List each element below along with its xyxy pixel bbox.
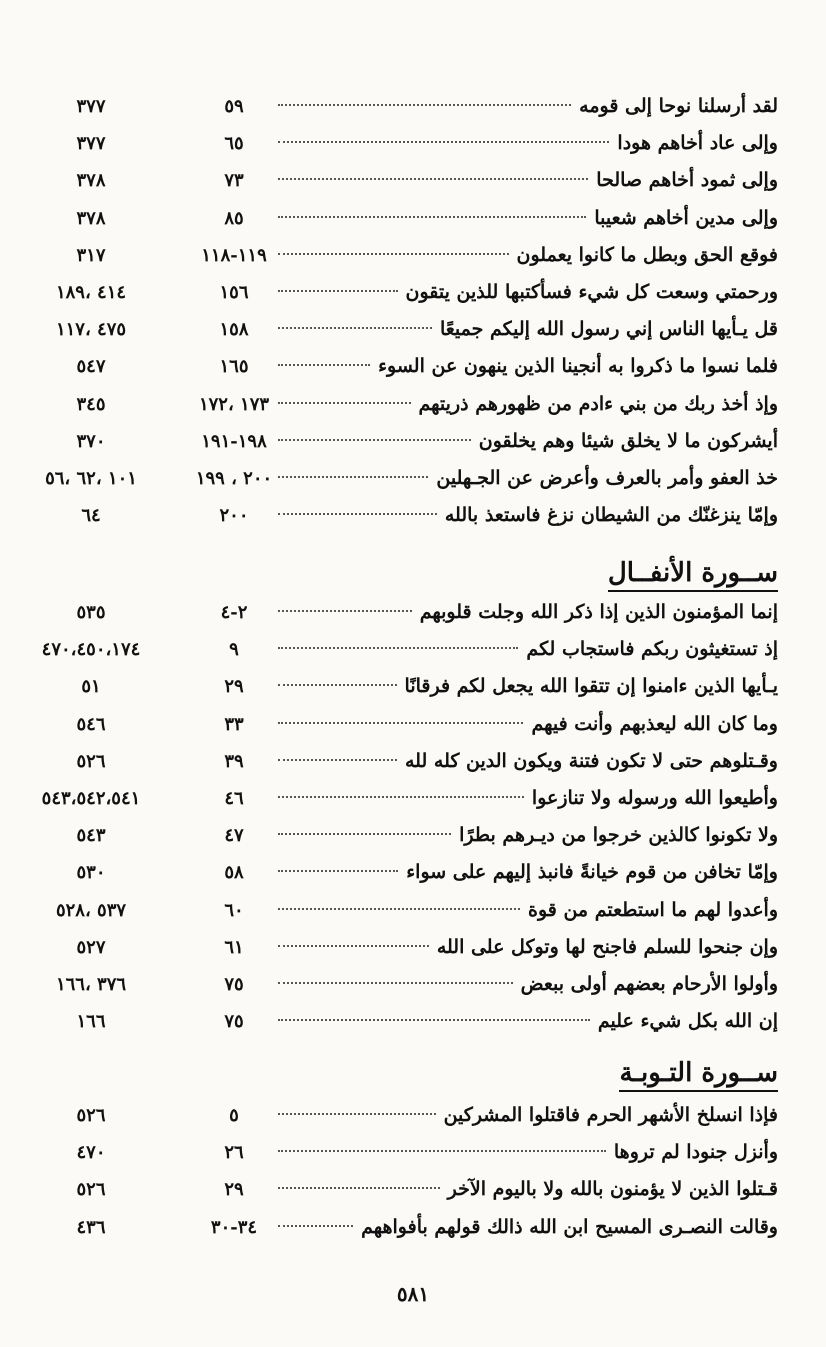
dot-leader [278,1150,606,1152]
verse-text: قـتلوا الذين لا يؤمنون بالله ولا باليوم الآخر [447,1178,778,1201]
dot-leader [278,104,571,106]
index-row [0,162,826,199]
index-row [0,706,826,743]
ayah-number: ٧٣ [224,170,244,192]
verse-entry [278,854,778,891]
verse-text: أيشركون ما لا يخلق شيئا وهم يخلقون [478,429,778,452]
verse-entry [278,892,778,929]
index-row [0,497,826,534]
page-references: ٤٧٠ [76,1142,106,1164]
ayah-number: ٦٠ [224,899,244,921]
verse-text: إن الله بكل شيء عليم [597,1010,778,1033]
verse-entry [278,311,778,348]
section-tawba [0,1097,826,1246]
page-references: ٤٣٦ [76,1216,106,1238]
page-references: ٥٢٦ [76,750,106,772]
verse-entry [278,497,778,534]
verse-text: وإمّا تخافن من قوم خيانةً فانبذ إليهم على سواء [406,861,778,884]
verse-entry [278,237,778,274]
dot-leader [278,945,429,947]
verse-entry [278,274,778,311]
ayah-number: ٩ [229,639,239,661]
ayah-number: ١٩٨-١٩١ [201,430,267,452]
ayah-number: ٧٥ [224,1011,244,1033]
verse-text: وما كان الله ليعذبهم وأنت فيهم [531,712,778,735]
index-row [0,386,826,423]
index-row [0,780,826,817]
verse-entry [278,594,778,631]
dot-leader [278,1019,590,1021]
page-number: ٥٨١ [396,1282,430,1306]
verse-entry [278,423,778,460]
ayah-number: ٢٦ [224,1142,244,1164]
verse-text: وإلى مدين أخاهم شعيبا [594,206,778,229]
verse-text: خذ العفو وأمر بالعرف وأعرض عن الجـهلين [436,466,778,489]
index-row [0,348,826,385]
verse-entry [278,348,778,385]
verse-entry [278,1171,778,1208]
verse-entry [278,1209,778,1246]
ayah-number: ٧٥ [224,973,244,995]
dot-leader [278,870,398,872]
page-references: ١٠١ ،٦٢ ،٥٦ [45,467,137,489]
dot-leader [278,1113,436,1115]
ayah-number: ٨٥ [224,207,244,229]
verse-entry [278,780,778,817]
verse-text: ولا تكونوا كالذين خرجوا من ديـرهم بطرًا [459,824,778,847]
dot-leader [278,722,523,724]
index-row [0,1097,826,1134]
index-row [0,668,826,705]
verse-text: قل يـأيها الناس إني رسول الله إليكم جميعًا [439,318,778,341]
page-references: ٥٣٧ ،٥٢٨ [55,899,127,921]
verse-entry [278,386,778,423]
dot-leader [278,327,432,329]
dot-leader [278,439,471,441]
verse-entry [278,1003,778,1040]
dot-leader [278,402,411,404]
dot-leader [278,982,513,984]
page-references: ٦٤ [81,505,101,527]
page-references: ٣٤٥ [76,393,106,415]
verse-text: ورحمتي وسعت كل شيء فسأكتبها للذين يتقون [405,280,778,303]
verse-text: وأولوا الأرحام بعضهم أولى ببعض [520,972,778,995]
ayah-number: ١٥٦ [219,281,249,303]
verse-text: وإن جنحوا للسلم فاجنح لها وتوكل على الله [436,935,778,958]
ayah-number: ٦٥ [224,133,244,155]
ayah-number: ١٦٥ [219,356,249,378]
verse-entry [278,162,778,199]
page-references: ٥٤٧ [76,356,106,378]
index-row [0,460,826,497]
page-references: ٥٣٠ [76,862,106,884]
index-row [0,743,826,780]
verse-text: إذ تستغيثون ربكم فاستجاب لكم [526,638,778,661]
index-row [0,631,826,668]
verse-entry [278,125,778,162]
ayah-number: ٢٩ [224,1179,244,1201]
page-references: ٣٧٧ [76,133,106,155]
dot-leader [278,759,397,761]
verse-text: وأطيعوا الله ورسوله ولا تنازعوا [531,786,778,809]
ayah-number: ٤٦ [224,787,244,809]
verse-entry [278,966,778,1003]
dot-leader [278,796,524,798]
verse-text: وأعدوا لهم ما استطعتم من قوة [527,898,778,921]
dot-leader [278,178,588,180]
verse-text: لقد أرسلنا نوحا إلى قومه [579,95,778,117]
index-row [0,125,826,162]
page-references: ٤١٤ ،١٨٩ [55,281,127,303]
verse-text: يـأيها الذين ءامنوا إن تتقوا الله يجعل لكم فرقانًا [404,675,778,698]
dot-leader [278,908,520,910]
verse-entry [278,817,778,854]
page-references: ١٦٦ [76,1011,106,1033]
verse-text: وأنزل جنودا لم تروها [613,1141,778,1164]
index-row [0,929,826,966]
page-references: ٣٧٠ [76,430,106,452]
verse-entry [278,88,778,125]
index-row [0,1171,826,1208]
ayah-number: ٣٣ [224,713,244,735]
ayah-number: ٢٠٠ [219,505,249,527]
verse-text: إنما المؤمنون الذين إذا ذكر الله وجلت قلوبهم [419,601,778,623]
index-row [0,274,826,311]
dot-leader [278,1187,440,1189]
verse-text: وإلى عاد أخاهم هودا [617,132,778,155]
dot-leader [278,141,609,143]
verse-text: فلما نسوا ما ذكروا به أنجينا الذين ينهون عن السوء [378,355,778,378]
ayah-number: ١٥٨ [219,319,249,341]
page-references: ٥٢٦ [76,1105,106,1126]
ayah-number: ٢٩ [224,676,244,698]
ayah-number: ٥٨ [224,862,244,884]
page-references: ٣٧٧ [76,96,106,117]
ayah-number: ٣٩ [224,750,244,772]
surah-heading-tawba: ســورة التـوبـة [619,1058,778,1092]
index-row [0,200,826,237]
page-references: ٥٢٦ [76,1179,106,1201]
page-references: ٥٣٥ [76,602,106,623]
section-anfal [0,594,826,1040]
index-row [0,311,826,348]
verse-entry [278,200,778,237]
page-references: ٥٤٣ [76,825,106,847]
verse-entry [278,460,778,497]
page-references: ٤٧٥ ،١١٧ [55,319,127,341]
dot-leader [278,833,451,835]
index-row [0,88,826,125]
page-references: ٥٤٣،٥٤٢،٥٤١ [41,787,141,809]
page-references: ٤٧٠،٤٥٠،١٧٤ [41,639,141,661]
dot-leader [278,610,412,612]
ayah-number: ٢-٤ [220,602,248,623]
dot-leader [278,513,437,515]
ayah-number: ٦١ [224,936,244,958]
verse-text: وإلى ثمود أخاهم صالحا [596,169,778,192]
verse-text: وإمّا ينزغنّك من الشيطان نزغ فاستعذ بالله [444,504,778,527]
verse-text: فوقع الحق وبطل ما كانوا يعملون [516,243,778,266]
ayah-number: ٥ [229,1105,239,1126]
index-row [0,1209,826,1246]
verse-entry [278,706,778,743]
ayah-number: ٤٧ [224,825,244,847]
index-row [0,1134,826,1171]
index-row [0,594,826,631]
index-row [0,854,826,891]
verse-entry [278,1097,778,1134]
ayah-number: ٢٠٠ ، ١٩٩ [195,467,273,489]
index-row [0,423,826,460]
dot-leader [278,216,586,218]
verse-entry [278,929,778,966]
index-row [0,1003,826,1040]
verse-entry [278,631,778,668]
page-references: ٥٢٧ [76,936,106,958]
page-references: ٣١٧ [76,244,106,266]
page-references: ٥١ [81,676,101,698]
ayah-number: ١١٩-١١٨ [201,244,267,266]
dot-leader [278,684,397,686]
dot-leader [278,253,509,255]
section-araf-continued [0,88,826,534]
verse-text: وإذ أخذ ربك من بني ءادم من ظهورهم ذريتهم [418,392,778,415]
index-row [0,817,826,854]
verse-text: وقـتلوهم حتى لا تكون فتنة ويكون الدين كله لله [405,749,778,772]
index-row [0,237,826,274]
ayah-number: ٣٤-٣٠ [210,1216,258,1238]
index-row [0,892,826,929]
verse-text: وقالت النصـرى المسيح ابن الله ذالك قولهم بأفواههم [361,1215,778,1238]
verse-entry [278,743,778,780]
dot-leader [278,647,518,649]
dot-leader [278,476,428,478]
page-references: ٥٤٦ [76,713,106,735]
verse-text: فإذا انسلخ الأشهر الحرم فاقتلوا المشركين [443,1104,778,1126]
verse-entry [278,668,778,705]
dot-leader [278,290,398,292]
surah-heading-anfal: ســورة الأنفــال [608,558,778,592]
page-references: ٣٧٨ [76,207,106,229]
ayah-number: ١٧٣ ،١٧٢ [198,393,270,415]
verse-entry [278,1134,778,1171]
page-references: ٣٧٨ [76,170,106,192]
page-references: ٣٧٦ ،١٦٦ [55,973,127,995]
ayah-number: ٥٩ [224,96,244,117]
index-row [0,966,826,1003]
